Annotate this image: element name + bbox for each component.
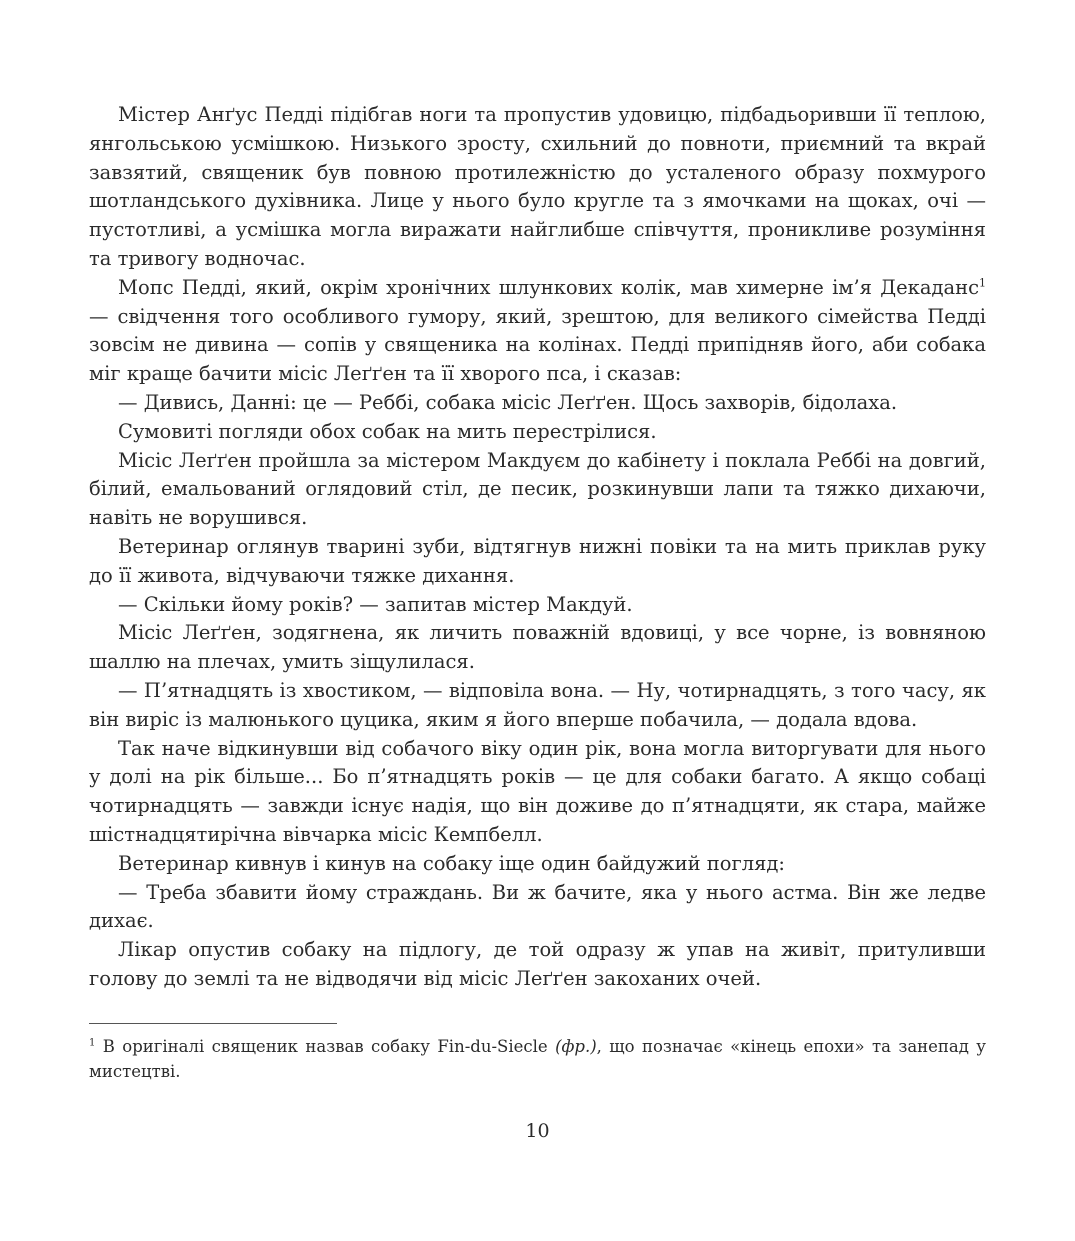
footnote-italic-text: (фр.) — [555, 1037, 597, 1056]
paragraph: Місіс Леґґен пройшла за містером Макдуєм до кабінету і поклала Реббі на довгий, білий, емальований оглядовий стіл, де песик, розкинувши лапи та тяжко дихаючи, навіть не ворушився. — [89, 448, 986, 530]
footnote-text: , що позначає «кінець епохи» та занепад у мистецтві. — [89, 1037, 986, 1081]
paragraph: Лікар опустив собаку на підлогу, де той одразу ж упав на живіт, притуливши голову до землі та не відводячи від місіс Леґґен закоханих очей. — [89, 938, 986, 990]
paragraph-text: Мопс Педді, який, окрім хронічних шлункових колік, мав химерне ім’я Декаданс — [118, 275, 979, 299]
footnote-reference: 1 — [979, 276, 986, 290]
paragraph: Так наче відкинувши від собачого віку один рік, вона могла виторгувати для нього у долі на рік більше... Бо п’ятнадцять років — це для собаки багато. А якщо собаці чотирнадцять — завжди існує надія, що він доживе до п’ятнадцяти, як стара, майже шістнадцятирічна вівчарка місіс Кемпбелл. — [89, 736, 986, 846]
paragraph: — Треба збавити йому страждань. Ви ж бачите, яка у нього астма. Він же ледве дихає. — [89, 880, 986, 933]
body-text — [89, 101, 986, 994]
paragraph: — П’ятнадцять із хвостиком, — відповіла вона. — Ну, чотирнадцять, з того часу, як він виріс із малюнького цуцика, яким я його вперше побачила, — додала вдова. — [89, 678, 986, 731]
paragraph: — Дивись, Данні: це — Реббі, собака місіс Леґґен. Щось захворів, бідолаха. — [118, 390, 898, 414]
paragraph: Місіс Леґґен, зодягнена, як личить поважній вдовиці, у все чорне, із вовняною шаллю на плечах, умить зіщулилася. — [89, 621, 986, 674]
paragraph-with-footnote-ref — [89, 274, 986, 389]
paragraph: — Скільки йому років? — запитав містер Макдуй. — [118, 592, 633, 616]
footnote — [89, 1034, 986, 1084]
paragraph-text: — свідчення того особливого гумору, який, зрештою, для великого сімейства Педді зовсім не дивина — сопів у священика на колінах. Педді припідняв його, аби собака міг краще бачити місіс Леґґен та її хворого пса, і сказав: — [89, 304, 986, 386]
paragraph: Містер Анґус Педді підібгав ноги та пропустив удовицю, підбадьоривши її теплою, янгольською усмішкою. Низького зросту, схильний до повноти, приємний та вкрай завзятий, священик був повною протилежністю до усталеного образу похмурого шотландського духівника. Лице у нього було кругле та з ямочками на щоках, очі — пустотливі, а усмішка могла виражати найглибше співчуття, проникливе розуміння та тривогу водночас. — [89, 103, 986, 270]
footnote-divider — [89, 1023, 337, 1024]
paragraph: Ветеринар оглянув тварині зуби, відтягнув нижні повіки та на мить приклав руку до її живота, відчуваючи тяжке дихання. — [89, 534, 986, 587]
paragraph: Сумовиті погляди обох собак на мить перестрілися. — [118, 419, 657, 443]
footnote-marker: 1 — [89, 1037, 96, 1049]
paragraph: Ветеринар кивнув і кинув на собаку іще один байдужий погляд: — [118, 851, 785, 875]
page-number: 10 — [525, 1120, 550, 1142]
footnote-text: В оригіналі священик назвав собаку Fin-du-Siecle — [95, 1037, 556, 1056]
